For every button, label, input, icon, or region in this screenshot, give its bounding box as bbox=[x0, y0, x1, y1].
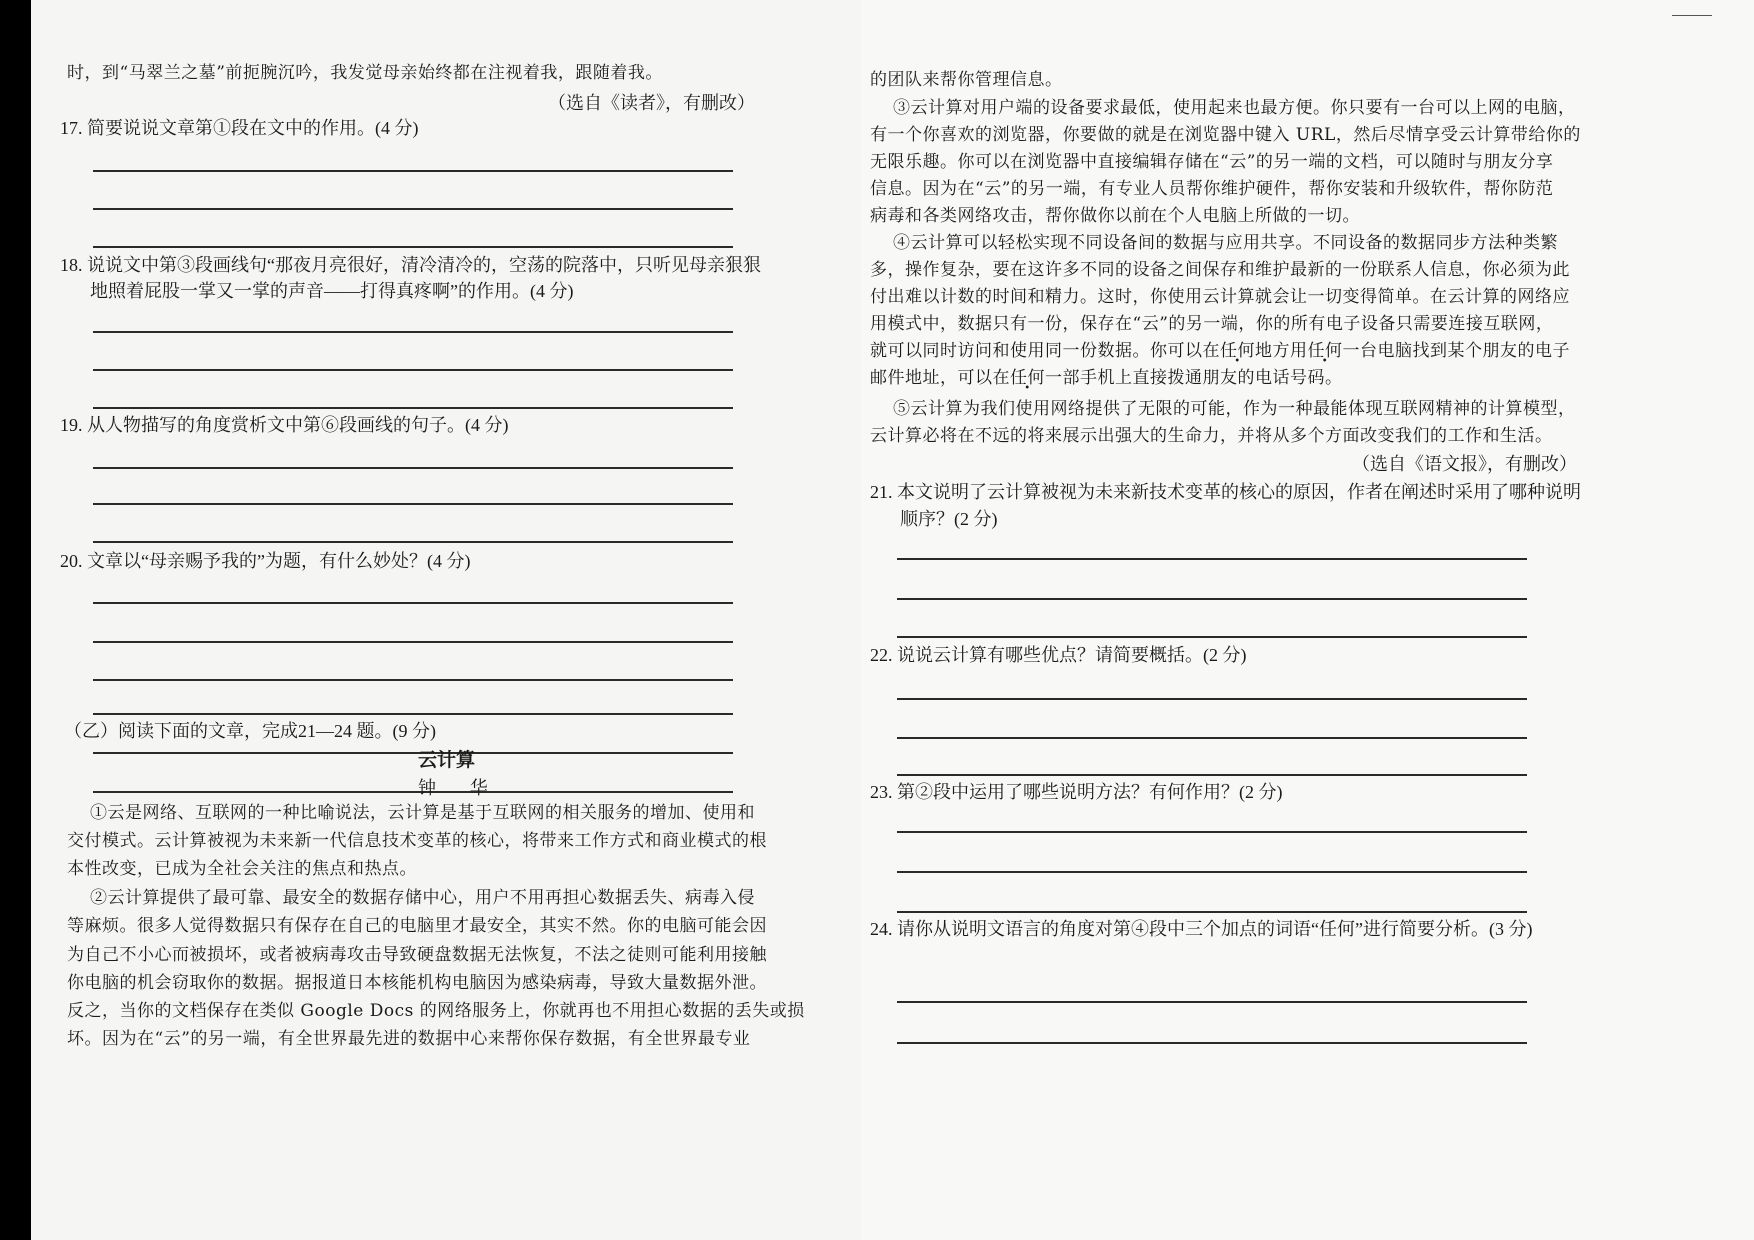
question-23: 23. 第②段中运用了哪些说明方法？有何作用？(2 分) bbox=[870, 782, 1283, 802]
answer-line[interactable] bbox=[93, 208, 733, 210]
answer-line[interactable] bbox=[897, 636, 1527, 638]
question-19: 19. 从人物描写的角度赏析文中第⑥段画线的句子。(4 分) bbox=[60, 415, 509, 435]
answer-line[interactable] bbox=[93, 752, 733, 754]
article-title: 云计算 bbox=[418, 749, 476, 771]
paragraph-2-line: 你电脑的机会窃取你的数据。据报道日本核能机构电脑因为感染病毒，导致大量数据外泄。 bbox=[67, 973, 767, 993]
paragraph-1-line: 交付模式。云计算被视为未来新一代信息技术变革的核心，将带来工作方式和商业模式的根 bbox=[67, 831, 767, 851]
answer-line[interactable] bbox=[93, 713, 733, 715]
question-18-line2: 地照着屁股一掌又一掌的声音——打得真疼啊”的作用。(4 分) bbox=[90, 281, 574, 301]
answer-line[interactable] bbox=[93, 679, 733, 681]
answer-line[interactable] bbox=[93, 369, 733, 371]
question-18: 18. 说说文中第③段画线句“那夜月亮很好，清冷清冷的，空荡的院落中，只听见母亲狠狠 bbox=[60, 255, 761, 275]
question-24: 24. 请你从说明文语言的角度对第④段中三个加点的词语“任何”进行简要分析。(3 分) bbox=[870, 919, 1533, 939]
answer-line[interactable] bbox=[93, 541, 733, 543]
question-21-line2: 顺序？(2 分) bbox=[900, 509, 998, 529]
answer-line[interactable] bbox=[897, 1001, 1527, 1003]
question-20: 20. 文章以“母亲赐予我的”为题，有什么妙处？(4 分) bbox=[60, 551, 471, 571]
answer-line[interactable] bbox=[93, 407, 733, 409]
carryover-line: 的团队来帮你管理信息。 bbox=[870, 70, 1063, 90]
answer-line[interactable] bbox=[93, 602, 733, 604]
answer-line[interactable] bbox=[897, 774, 1527, 776]
emphasized-word: 任何 bbox=[1010, 368, 1045, 388]
paragraph-3-line: ③云计算对用户端的设备要求最低，使用起来也最方便。你只要有一台可以上网的电脑， bbox=[893, 98, 1576, 118]
answer-line[interactable] bbox=[93, 791, 733, 793]
question-17: 17. 简要说说文章第①段在文中的作用。(4 分) bbox=[60, 118, 419, 138]
answer-line[interactable] bbox=[897, 831, 1527, 833]
answer-line[interactable] bbox=[93, 641, 733, 643]
paragraph-2-line: 坏。因为在“云”的另一端，有全世界最先进的数据中心来帮你保存数据，有全世界最专业 bbox=[67, 1029, 751, 1049]
answer-line[interactable] bbox=[897, 871, 1527, 873]
paragraph-3-line: 无限乐趣。你可以在浏览器中直接编辑存储在“云”的另一端的文档，可以随时与朋友分享 bbox=[870, 152, 1554, 172]
paragraph-4-line: ④云计算可以轻松实现不同设备间的数据与应用共享。不同设备的数据同步方法种类繁 bbox=[893, 233, 1558, 253]
page-edge-mark bbox=[1672, 15, 1712, 16]
answer-line[interactable] bbox=[897, 1042, 1527, 1044]
answer-line[interactable] bbox=[897, 698, 1527, 700]
emphasized-word: 任何 bbox=[1307, 341, 1343, 361]
paragraph-1-line: 本性改变，已成为全社会关注的焦点和热点。 bbox=[67, 859, 417, 879]
answer-line[interactable] bbox=[93, 467, 733, 469]
answer-line[interactable] bbox=[897, 558, 1527, 560]
paragraph-5-line: 云计算必将在不远的将来展示出强大的生命力，并将从多个方面改变我们的工作和生活。 bbox=[870, 426, 1553, 446]
scan-edge bbox=[0, 0, 31, 1240]
paragraph-5-line: ⑤云计算为我们使用网络提供了无限的可能，作为一种最能体现互联网精神的计算模型， bbox=[893, 399, 1576, 419]
answer-line[interactable] bbox=[93, 170, 733, 172]
source-note: （选自《语文报》，有删改） bbox=[1352, 454, 1577, 474]
article-author: 钟 华 bbox=[418, 778, 502, 799]
question-22: 22. 说说云计算有哪些优点？请简要概括。(2 分) bbox=[870, 645, 1247, 665]
source-note: （选自《读者》，有删改） bbox=[548, 93, 755, 113]
paragraph-4-line: 邮件地址，可以在任何一部手机上直接拨通朋友的电话号码。 bbox=[870, 368, 1343, 388]
paragraph-2-line: 为自己不小心而被损坏，或者被病毒攻击导致硬盘数据无法恢复，不法之徒则可能利用接触 bbox=[67, 945, 767, 965]
paragraph-4-line: 付出难以计数的时间和精力。这时，你使用云计算就会让一切变得简单。在云计算的网络应 bbox=[870, 287, 1570, 307]
paragraph-2-line: ②云计算提供了最可靠、最安全的数据存储中心，用户不用再担心数据丢失、病毒入侵 bbox=[90, 888, 755, 908]
paragraph-2-line: 等麻烦。很多人觉得数据只有保存在自己的电脑里才最安全，其实不然。你的电脑可能会因 bbox=[67, 916, 767, 936]
paragraph-2-line: 反之，当你的文档保存在类似 Google Docs 的网络服务上，你就再也不用担心数据的丢失或损 bbox=[67, 1001, 805, 1021]
paragraph-4-line: 就可以同时访问和使用同一份数据。你可以在任何地方用任何一台电脑找到某个朋友的电子 bbox=[870, 341, 1570, 361]
paragraph-4-line: 多，操作复杂，要在这许多不同的设备之间保存和维护最新的一份联系人信息，你必须为此 bbox=[870, 260, 1570, 280]
answer-line[interactable] bbox=[93, 331, 733, 333]
question-21: 21. 本文说明了云计算被视为未来新技术变革的核心的原因，作者在阐述时采用了哪种说明 bbox=[870, 482, 1581, 502]
answer-line[interactable] bbox=[93, 503, 733, 505]
answer-line[interactable] bbox=[897, 911, 1527, 913]
answer-line[interactable] bbox=[93, 246, 733, 248]
paragraph-4-line: 用模式中，数据只有一份，保存在“云”的另一端，你的所有电子设备只需要连接互联网， bbox=[870, 314, 1554, 334]
carryover-line: 时，到“马翠兰之墓”前扼腕沉吟，我发觉母亲始终都在注视着我，跟随着我。 bbox=[67, 63, 663, 83]
emphasized-word: 任何 bbox=[1220, 341, 1255, 361]
paragraph-3-line: 有一个你喜欢的浏览器，你要做的就是在浏览器中键入 URL，然后尽情享受云计算带给你的 bbox=[870, 125, 1581, 145]
answer-line[interactable] bbox=[897, 598, 1527, 600]
paragraph-3-line: 病毒和各类网络攻击，帮你做你以前在个人电脑上所做的一切。 bbox=[870, 206, 1360, 226]
section-header: （乙）阅读下面的文章，完成21—24 题。(9 分) bbox=[64, 721, 436, 741]
paragraph-3-line: 信息。因为在“云”的另一端，有专业人员帮你维护硬件，帮你安装和升级软件，帮你防范 bbox=[870, 179, 1554, 199]
paragraph-1-line: ①云是网络、互联网的一种比喻说法，云计算是基于互联网的相关服务的增加、使用和 bbox=[90, 803, 755, 823]
left-page bbox=[31, 0, 861, 1240]
answer-line[interactable] bbox=[897, 737, 1527, 739]
